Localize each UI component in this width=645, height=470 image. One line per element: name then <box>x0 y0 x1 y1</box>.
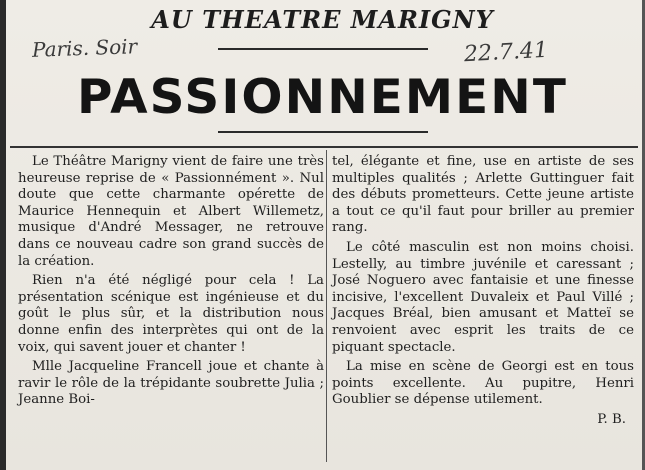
headline-rule <box>218 131 428 133</box>
paragraph: tel, élégante et fine, use en artiste de ses multiples qualités ; Arlette Guttinguer fait des débuts prometteurs. Cette jeune artiste a tout ce qu'il faut pour briller au premier rang. <box>332 154 634 236</box>
article-body <box>10 146 638 462</box>
column-divider <box>326 150 327 462</box>
article-kicker: AU THEATRE MARIGNY <box>151 5 494 34</box>
paragraph: Le Théâtre Marigny vient de faire une très heureuse reprise de « Passionnément ». Nul doute que cette charmante opérette de Maurice Hennequin et Albert Willemetz, musique d'André Messager, ne retrouve dans ce nouveau cadre son grand succès de la création. <box>18 154 324 269</box>
paragraph: Rien n'a été négligé pour cela ! La présentation scénique est ingénieuse et du goût le plus sûr, et la distribution nous donne enfin des interprètes qui ont de la voix, qui savent jouer et chanter ! <box>18 273 324 355</box>
paragraph: Mlle Jacqueline Francell joue et chante à ravir le rôle de la trépidante soubrette Julia ; Jeanne Boi- <box>18 359 324 408</box>
article-signature: P. B. <box>597 411 626 427</box>
article-column-1 <box>18 154 324 412</box>
handwritten-source-note: Paris. Soir <box>31 34 138 62</box>
kicker-rule <box>218 48 428 50</box>
article-column-2 <box>332 154 634 432</box>
paragraph: La mise en scène de Georgi est en tous points excellente. Au pupitre, Henri Goublier se dépense utilement. <box>332 359 634 408</box>
paragraph: Le côté masculin est non moins choisi. Lestelly, au timbre juvénile et caressant ; José Noguero avec fantaisie et une finesse incisive, l'excellent Duvaleix et Paul Villé ; Jacques Bréal, bien amusant et Matteï se renvoient avec esprit les traits de ce piquant spectacle. <box>332 239 634 355</box>
article-headline: PASSIONNEMENT <box>77 70 568 125</box>
handwritten-date-note: 22.7.41 <box>463 37 549 68</box>
